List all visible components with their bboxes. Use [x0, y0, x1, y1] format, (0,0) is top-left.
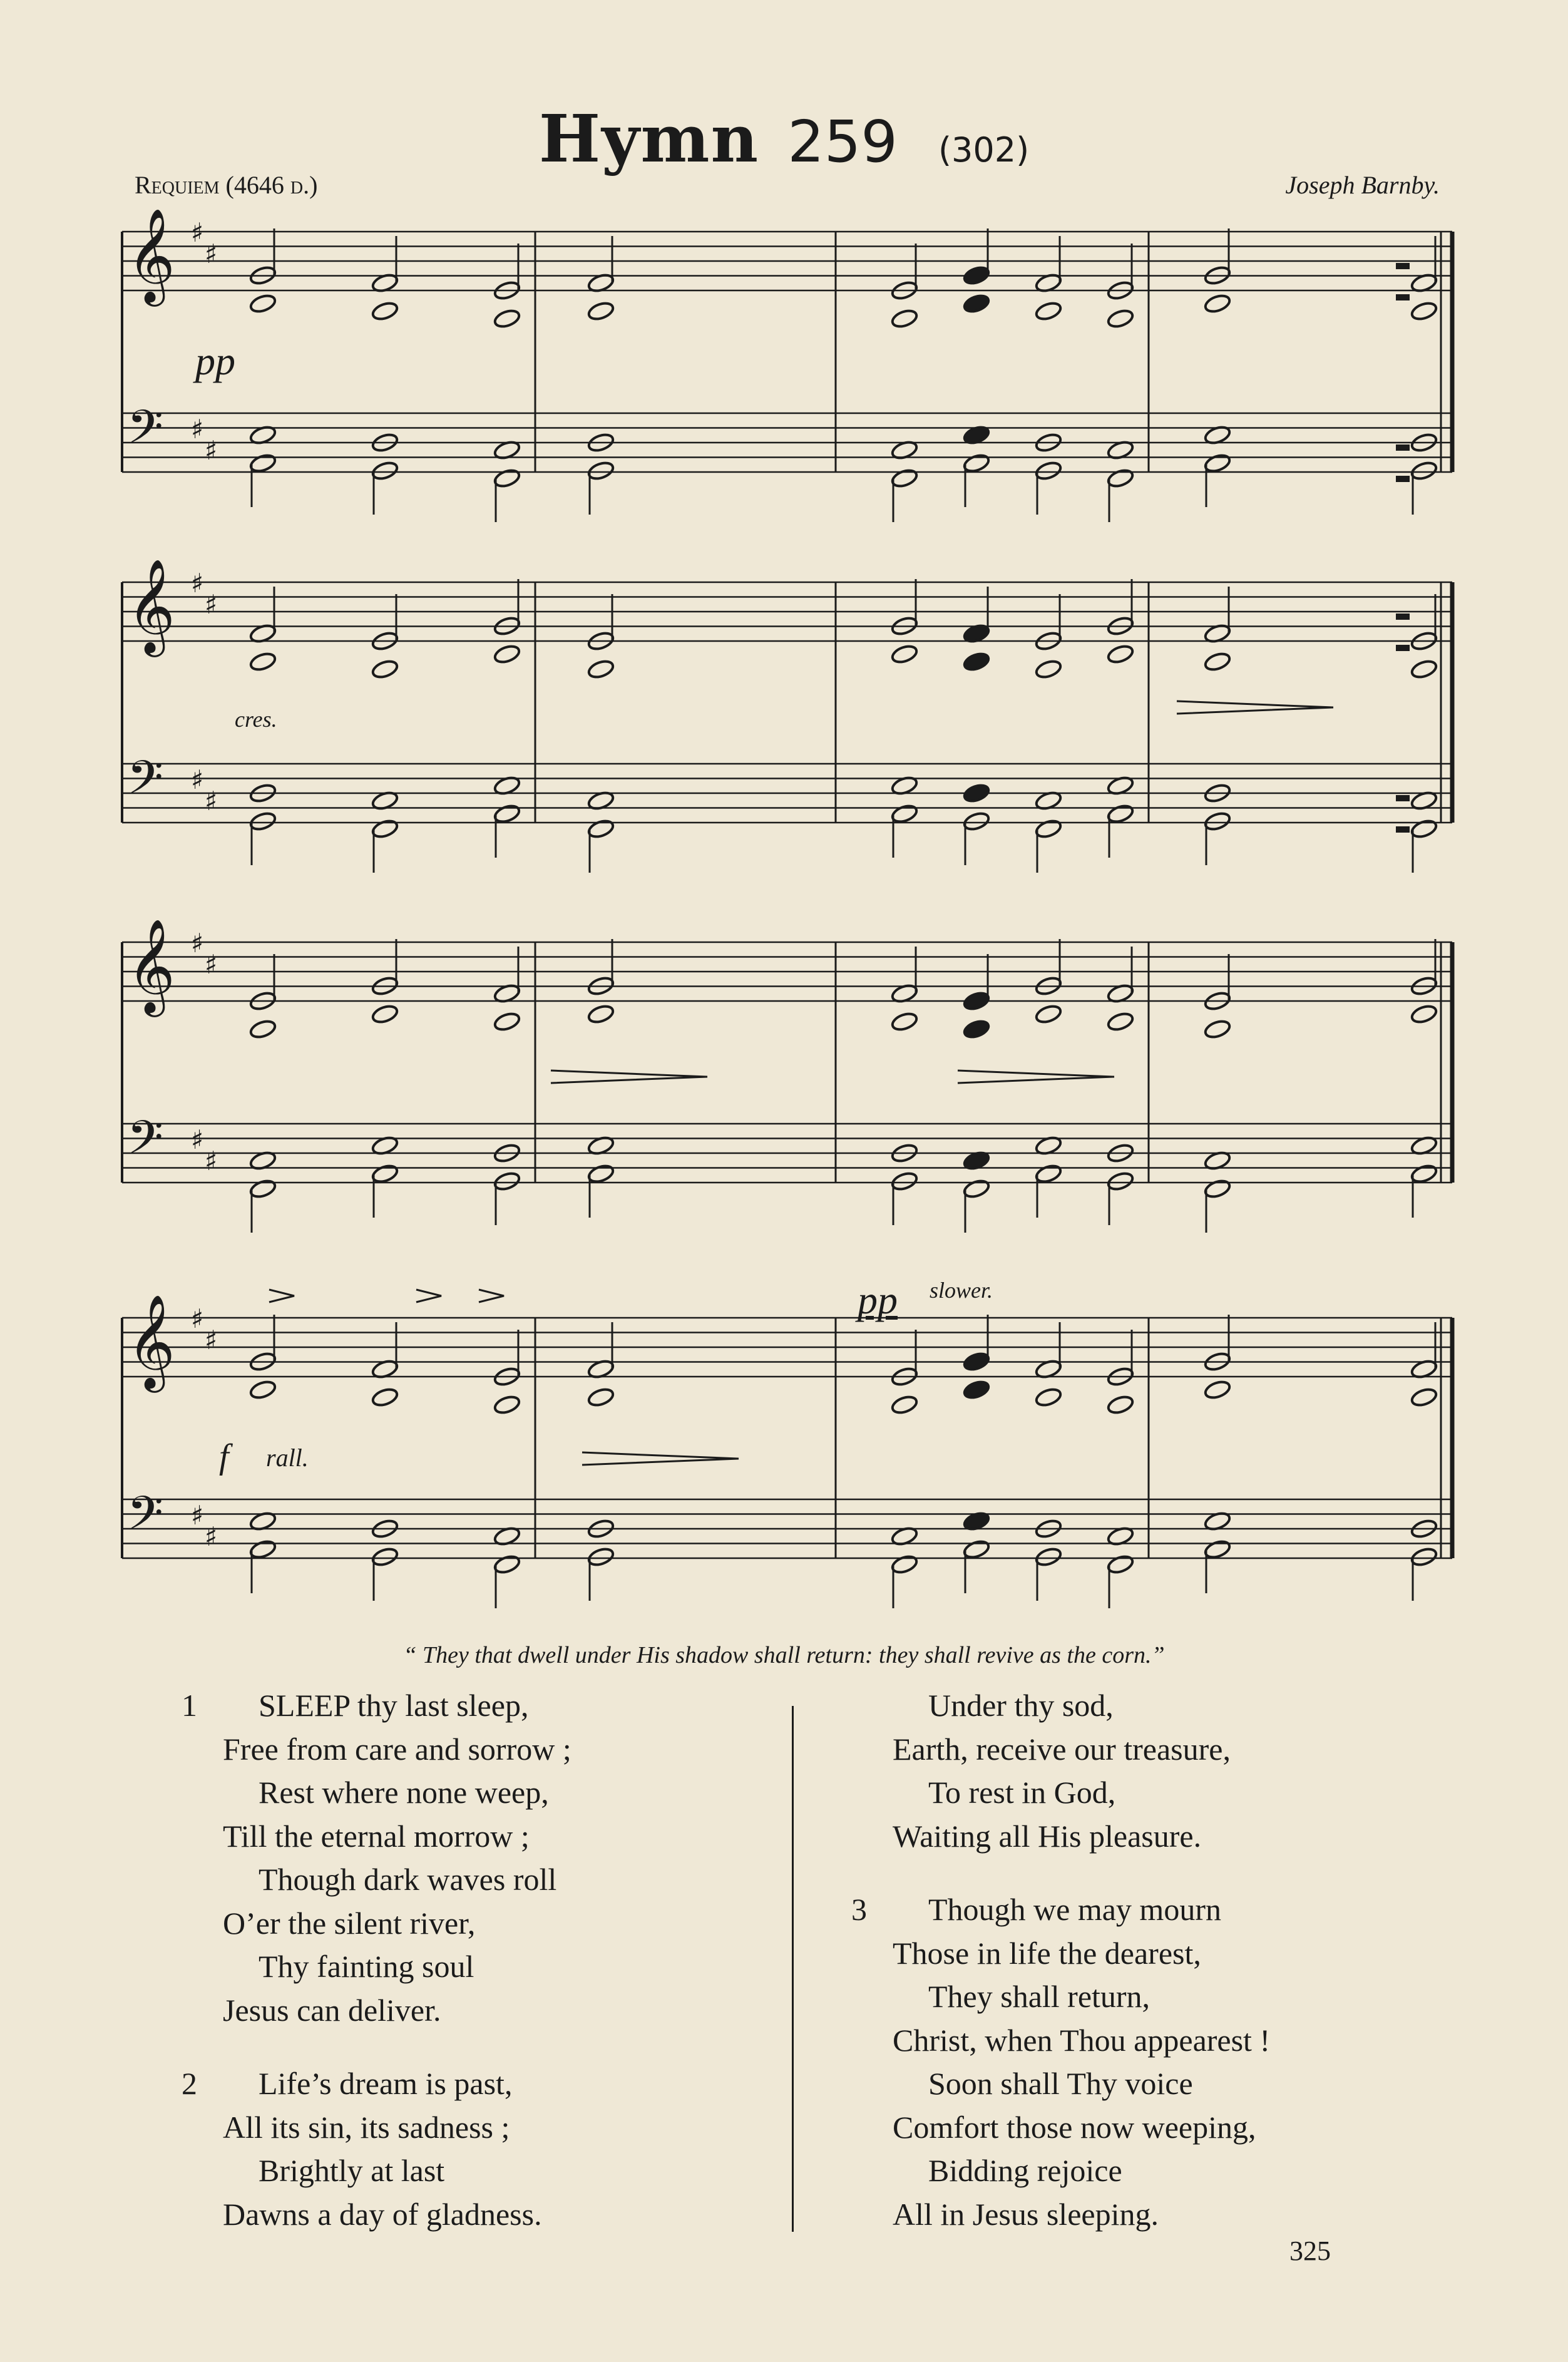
bass-clef-icon: 𝄢 — [127, 1111, 163, 1176]
verses-left-column — [175, 1684, 776, 2266]
note-head — [371, 460, 399, 481]
note-head — [1410, 1004, 1438, 1025]
alt-number: (302) — [938, 130, 1030, 170]
hairpin-icon — [551, 1071, 707, 1083]
note-head — [493, 1171, 521, 1192]
tune-name: Requiem (4646 d.) — [135, 171, 318, 199]
verse-line: O’er the silent river, — [223, 1905, 476, 1941]
hymn-number: 259 — [787, 108, 898, 175]
note-head — [1203, 1379, 1231, 1400]
rest-icon — [1396, 263, 1410, 269]
sharp-icon: ♯ — [205, 1521, 218, 1552]
stanza-2 — [175, 2062, 776, 2236]
dynamic-forte: f — [219, 1437, 229, 1476]
note-head — [890, 308, 918, 329]
note-head — [587, 1004, 615, 1025]
note-head — [1203, 1539, 1231, 1560]
note-head — [962, 1178, 990, 1199]
verse-line: 1 SLEEP thy last sleep, — [175, 1684, 776, 1728]
bass-clef-icon: 𝄢 — [127, 400, 163, 466]
note-head — [962, 1019, 990, 1040]
note-head — [1203, 1178, 1231, 1199]
rest-icon — [1396, 614, 1410, 620]
note-head — [962, 265, 990, 286]
note-head — [1106, 1011, 1134, 1032]
dynamic-pp-end: pp — [858, 1278, 898, 1322]
note-head — [493, 468, 521, 489]
note-head — [1203, 811, 1231, 832]
epigraph: “ They that dwell under His shadow shall return: they shall revive as the corn.” — [403, 1642, 1165, 1668]
note-head — [890, 1171, 918, 1192]
note-head — [249, 293, 277, 314]
stanza-3 — [845, 1888, 1446, 2236]
hairpin-icon — [582, 1452, 739, 1465]
rest-icon — [1396, 826, 1410, 833]
note-head — [962, 1379, 990, 1400]
verse-line: Under thy sod, — [928, 1688, 1114, 1723]
verse-line: Rest where none weep, — [259, 1775, 549, 1810]
note-head — [493, 1554, 521, 1575]
note-head — [371, 300, 399, 322]
verse-line: Soon shall Thy voice — [928, 2066, 1193, 2101]
sharp-icon: ♯ — [205, 239, 218, 269]
note-head — [587, 1163, 615, 1184]
note-head — [1106, 1554, 1134, 1575]
verse-line: Though dark waves roll — [259, 1862, 557, 1897]
sharp-icon: ♯ — [191, 928, 204, 958]
note-head — [962, 293, 990, 314]
sharp-icon: ♯ — [191, 1124, 204, 1155]
note-head — [1410, 1163, 1438, 1184]
note-head — [371, 1546, 399, 1568]
rest-icon — [1396, 795, 1410, 801]
note-head — [587, 300, 615, 322]
verse-line: Earth, receive our treasure, — [893, 1731, 1231, 1767]
note-head — [1034, 818, 1062, 840]
treble-clef-icon: 𝄞 — [127, 1293, 175, 1389]
note-head — [493, 308, 521, 329]
note-head — [1034, 659, 1062, 680]
stanza-1 — [175, 1684, 776, 2032]
note-head — [962, 1539, 990, 1560]
verse-line: Waiting all His pleasure. — [893, 1818, 1202, 1854]
note-head — [1034, 460, 1062, 481]
note-head — [249, 1539, 277, 1560]
bass-clef-icon: 𝄢 — [127, 1486, 163, 1552]
rest-icon — [1396, 645, 1410, 651]
tempo-rall: rall. — [266, 1444, 309, 1472]
sharp-icon: ♯ — [191, 568, 204, 598]
note-head — [1106, 1171, 1134, 1192]
note-head — [1410, 460, 1438, 481]
note-head — [371, 1163, 399, 1184]
note-head — [1410, 300, 1438, 322]
tempo-slower: slower. — [930, 1278, 993, 1303]
accent-icon — [416, 1290, 441, 1302]
note-head — [1034, 1387, 1062, 1408]
note-head — [371, 1004, 399, 1025]
note-head — [249, 453, 277, 474]
verse-line: Jesus can deliver. — [223, 1992, 441, 2028]
verse-number: 1 — [182, 1688, 197, 1723]
note-head — [587, 460, 615, 481]
verse-line: To rest in God, — [928, 1775, 1116, 1810]
note-head — [1410, 1387, 1438, 1408]
verse-line: Thy fainting soul — [259, 1949, 474, 1984]
note-head — [587, 1546, 615, 1568]
note-head — [1106, 468, 1134, 489]
page-number: 325 — [1289, 2236, 1331, 2266]
treble-clef-icon: 𝄞 — [127, 918, 175, 1013]
note-head — [371, 818, 399, 840]
sharp-icon: ♯ — [205, 435, 218, 466]
note-head — [962, 1351, 990, 1372]
note-head — [1034, 300, 1062, 322]
verse-line: Dawns a day of gladness. — [223, 2196, 542, 2232]
hairpin-icon — [958, 1071, 1114, 1083]
note-head — [1203, 1019, 1231, 1040]
note-head — [587, 659, 615, 680]
accent-icon — [269, 1290, 294, 1302]
note-head — [962, 811, 990, 832]
verse-line: Comfort those now weeping, — [893, 2109, 1256, 2145]
note-head — [249, 1019, 277, 1040]
dynamic-cres: cres. — [235, 707, 277, 732]
verse-line: 2 Life’s dream is past, — [175, 2062, 776, 2106]
note-head — [1106, 803, 1134, 824]
verse-line: All its sin, its sadness ; — [223, 2109, 510, 2145]
note-head — [1106, 1394, 1134, 1415]
sharp-icon: ♯ — [205, 589, 218, 620]
note-head — [249, 1178, 277, 1199]
column-divider — [792, 1706, 794, 2232]
note-head — [962, 990, 990, 1012]
note-head — [962, 651, 990, 672]
sharp-icon: ♯ — [191, 764, 204, 795]
note-head — [249, 811, 277, 832]
verse-line: Bidding rejoice — [928, 2153, 1122, 2188]
note-head — [1034, 1163, 1062, 1184]
note-head — [1203, 453, 1231, 474]
note-head — [1106, 308, 1134, 329]
verse-line: 3 Though we may mourn — [845, 1888, 1446, 1932]
sharp-icon: ♯ — [191, 414, 204, 444]
note-head — [890, 644, 918, 665]
composer: Joseph Barnby. — [1285, 171, 1440, 199]
note-head — [587, 1387, 615, 1408]
note-head — [1203, 293, 1231, 314]
hairpin-icon — [1177, 701, 1333, 714]
note-head — [249, 651, 277, 672]
note-head — [890, 1394, 918, 1415]
rest-icon — [1396, 294, 1410, 300]
note-head — [1106, 644, 1134, 665]
verse-number: 2 — [182, 2066, 197, 2101]
note-head — [1410, 659, 1438, 680]
note-head — [371, 659, 399, 680]
rest-icon — [1396, 476, 1410, 482]
note-head — [890, 803, 918, 824]
sharp-icon: ♯ — [191, 217, 204, 248]
verse-line: Till the eternal morrow ; — [223, 1818, 530, 1854]
verse-line: They shall return, — [928, 1979, 1150, 2014]
note-head — [1034, 1546, 1062, 1568]
note-head — [962, 453, 990, 474]
note-head — [371, 1387, 399, 1408]
note-head — [587, 818, 615, 840]
treble-clef-icon: 𝄞 — [127, 207, 175, 302]
note-head — [493, 1394, 521, 1415]
sharp-icon: ♯ — [205, 1146, 218, 1176]
sharp-icon: ♯ — [205, 949, 218, 980]
accent-icon — [479, 1290, 504, 1302]
bass-clef-icon: 𝄢 — [127, 751, 163, 816]
note-head — [890, 1554, 918, 1575]
sharp-icon: ♯ — [205, 786, 218, 816]
verse-line: Those in life the dearest, — [893, 1935, 1201, 1971]
note-head — [890, 1011, 918, 1032]
rest-icon — [1396, 444, 1410, 451]
verse-number: 3 — [851, 1892, 867, 1927]
verse-line: Christ, when Thou appearest ! — [893, 2022, 1271, 2058]
verses-right-column — [845, 1684, 1446, 2266]
note-head — [493, 1011, 521, 1032]
sharp-icon: ♯ — [191, 1500, 204, 1531]
note-head — [1410, 1546, 1438, 1568]
note-head — [890, 468, 918, 489]
note-head — [493, 803, 521, 824]
note-head — [962, 783, 990, 804]
treble-clef-icon: 𝄞 — [127, 558, 175, 653]
sharp-icon: ♯ — [191, 1303, 204, 1334]
dynamic-pp-start: pp — [195, 339, 235, 383]
verse-line: All in Jesus sleeping. — [893, 2196, 1159, 2232]
stanza-2-cont — [845, 1684, 1446, 1858]
verse-line: Free from care and sorrow ; — [223, 1731, 571, 1767]
note-head — [1410, 818, 1438, 840]
note-head — [1203, 651, 1231, 672]
verse-line: Brightly at last — [259, 2153, 445, 2188]
title-word: Hymn — [538, 100, 760, 177]
note-head — [493, 644, 521, 665]
note-head — [1034, 1004, 1062, 1025]
note-head — [249, 1379, 277, 1400]
sharp-icon: ♯ — [205, 1325, 218, 1355]
